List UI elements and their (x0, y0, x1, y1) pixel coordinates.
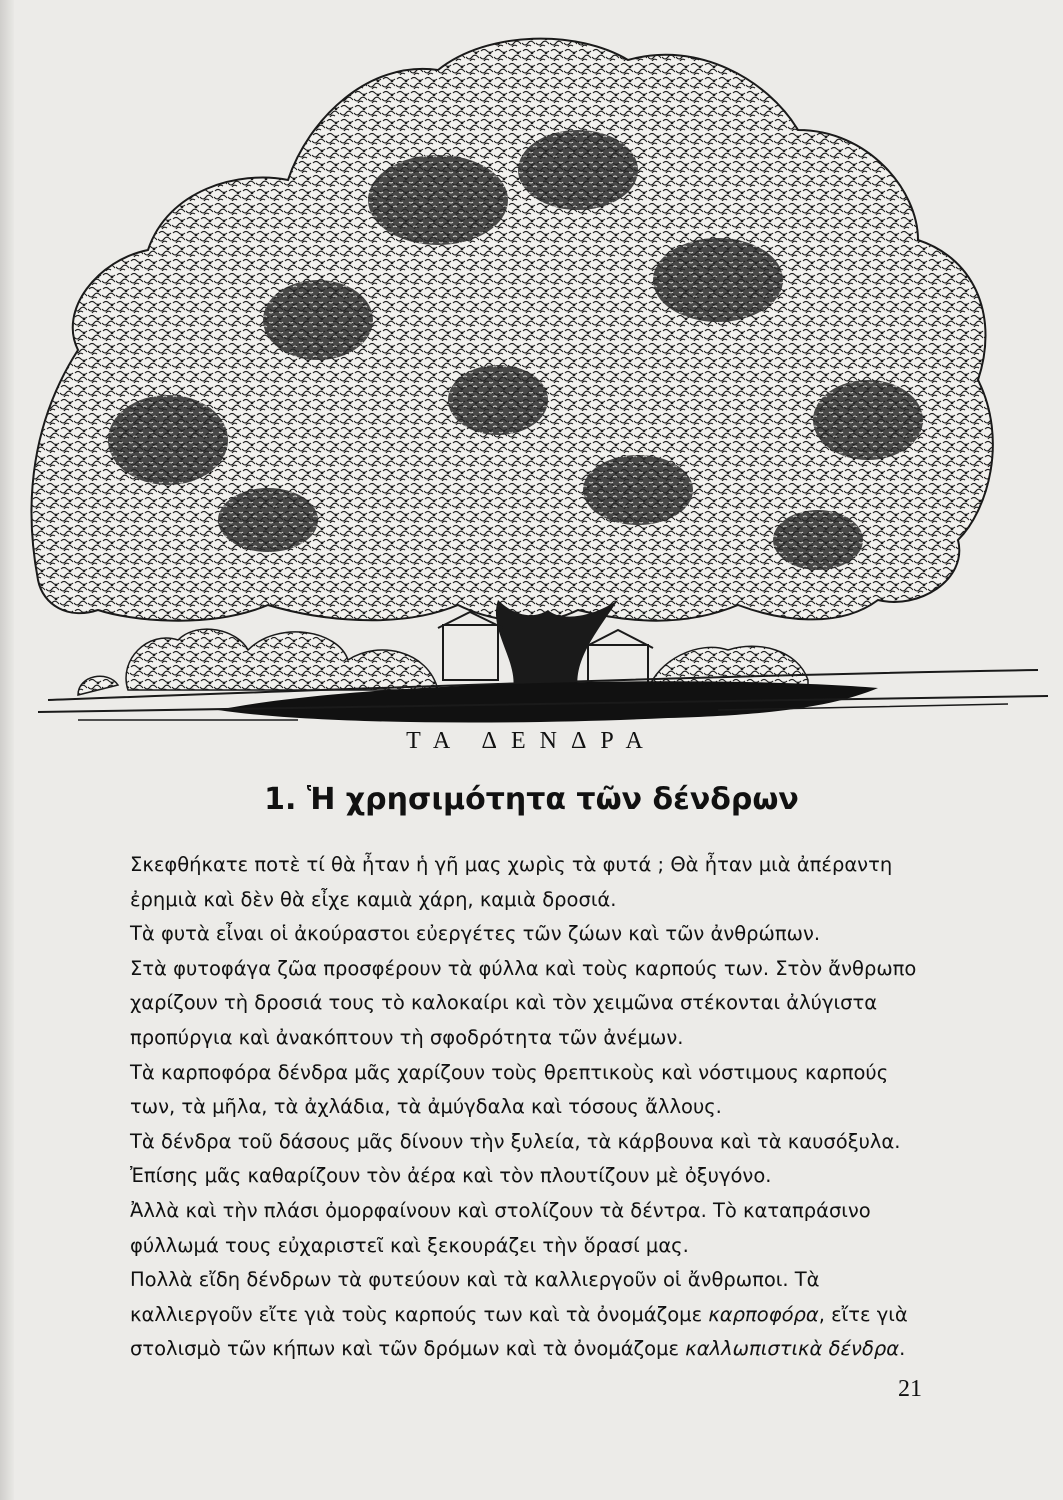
paragraph: Στὰ φυτοφάγα ζῶα προσφέρουν τὰ φύλλα καὶ τοὺς καρπούς των. Στὸν ἄνθρωπο χαρίζουν τὴ δροσιά τους τὸ καλοκαίρι καὶ τὸν χειμῶνα στέκονται ἀλύγιστα προπύργια καὶ ἀνακόπτουν τὴ σφοδρότητα τῶν ἀνέμων. (130, 956, 917, 1049)
paragraph: Σκεφθήκατε ποτὲ τί θὰ ἦταν ἡ γῆ μας χωρὶς τὰ φυτά ; Θὰ ἦταν μιὰ ἀπέραντη ἐρημιὰ καὶ δὲν θὰ εἶχε καμιὰ χάρη, καμιὰ δροσιά. (130, 853, 893, 911)
paragraph-last (130, 1263, 925, 1367)
text-span: . (899, 1337, 906, 1361)
text-span: Πολλὰ εἴδη δένδρων τὰ φυτεύουν καὶ τὰ καλλιεργοῦν οἱ ἄνθρωποι. Τὰ καλλιεργοῦν εἴτε γιὰ τοὺς καρπούς των καὶ τὰ ὀνομάζομε (130, 1268, 820, 1326)
paragraph: Τὰ φυτὰ εἶναι οἱ ἀκούραστοι εὐεργέτες τῶν ζώων καὶ τῶν ἀνθρώπων. (130, 922, 821, 946)
section-heading: ΤΑ ΔΕΝΔΡΑ (406, 728, 657, 754)
term-ornamental-trees: καλλωπιστικὰ δένδρα (685, 1337, 900, 1361)
body-text (130, 848, 925, 1367)
paragraph: Ἀλλὰ καὶ τὴν πλάσι ὀμορφαίνουν καὶ στολίζουν τὰ δέντρα. Τὸ καταπράσινο φύλλωμά τους εὐχαριστεῖ καὶ ξεκουράζει τὴν ὅρασί μας. (130, 1198, 871, 1257)
paragraph: Τὰ καρποφόρα δένδρα μᾶς χαρίζουν τοὺς θρεπτικοὺς καὶ νόστιμους καρπούς των, τὰ μῆλα, τὰ ἀχλάδια, τὰ ἀμύγδαλα καὶ τόσους ἄλλους. (130, 1060, 889, 1119)
chapter-title: 1. Ἡ χρησιμότητα τῶν δένδρων (264, 782, 799, 817)
paragraph: Τὰ δένδρα τοῦ δάσους μᾶς δίνουν τὴν ξυλεία, τὰ κάρβουνα καὶ τὰ καυσόξυλα. Ἐπίσης μᾶς καθαρίζουν τὸν ἀέρα καὶ τὸν πλουτίζουν μὲ ὀξυγόνο. (130, 1129, 901, 1188)
tree-illustration (18, 20, 1048, 732)
page-number: 21 (898, 1376, 922, 1402)
text-span: , εἴτε γιὰ στολισμὸ τῶν κήπων καὶ τῶν δρόμων καὶ τὰ ὀνομάζομε (130, 1302, 908, 1361)
term-fruit-trees: καρποφόρα (708, 1302, 819, 1326)
